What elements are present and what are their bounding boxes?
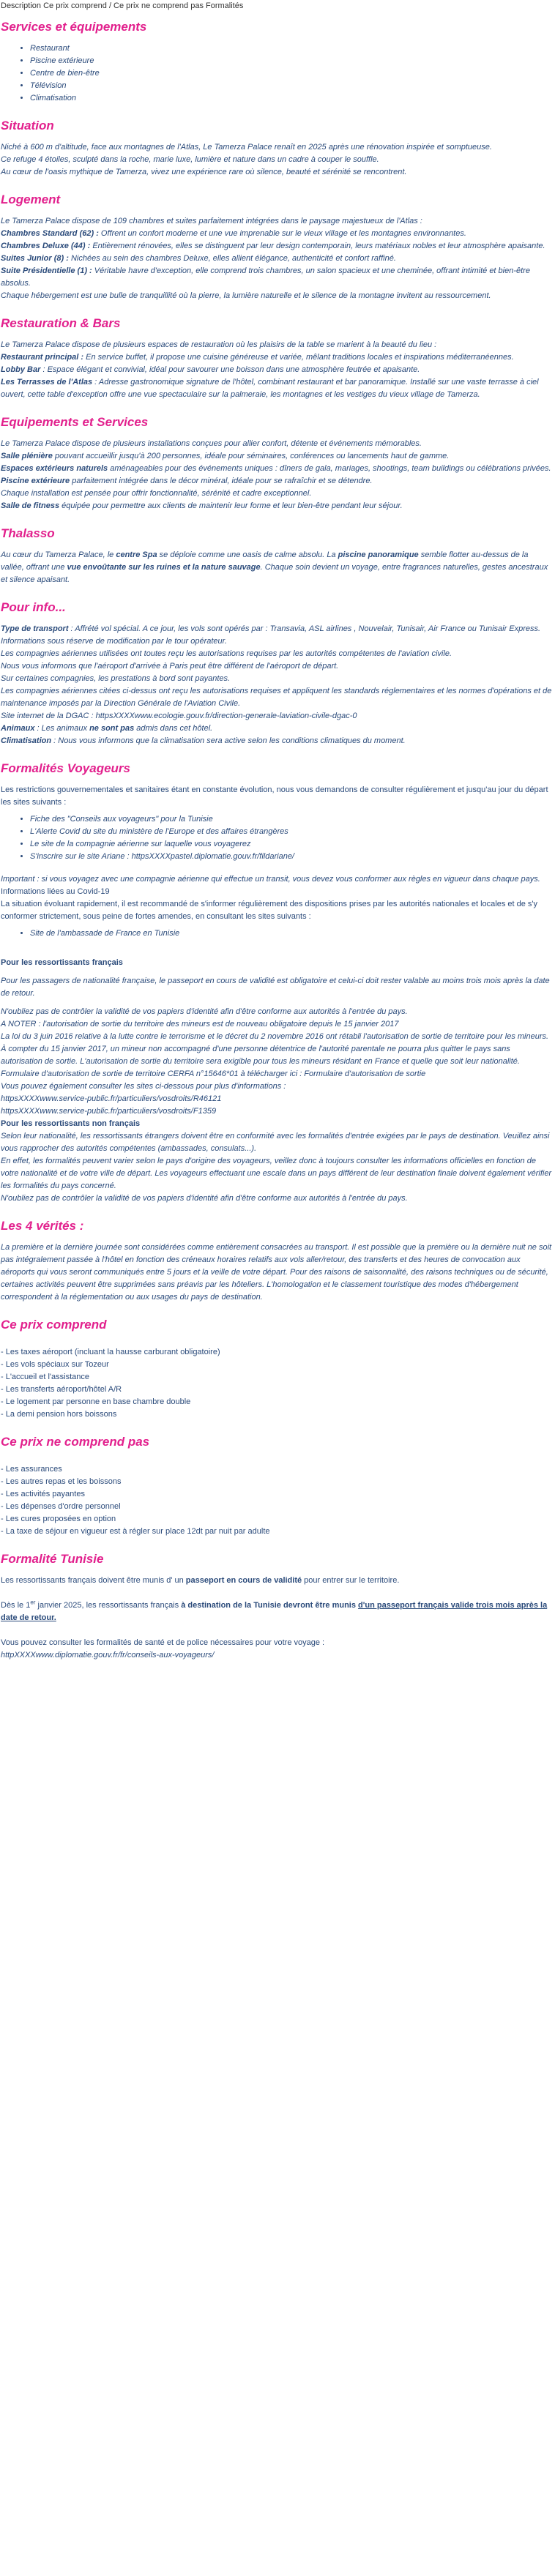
equipement-name: Piscine extérieure — [1, 477, 70, 485]
comprend-title: Ce prix comprend — [1, 1318, 107, 1332]
room-name: Chambres Deluxe (44) : — [1, 242, 91, 250]
equipement-desc: parfaitement intégrée dans le décor minéral, idéale pour se rafraîchir et se détendre. — [70, 477, 373, 485]
fr-title — [1, 957, 553, 969]
room-desc: Véritable havre d'exception, elle comprend trois chambres, un salon spacieux et une cheminée, offrant intimité et bien-être absolus. — [1, 266, 530, 288]
list-item: - Les transferts aéroport/hôtel A/R — [1, 1385, 122, 1394]
covid-info: Informations liées au Covid-19 — [1, 887, 110, 896]
animaux-text: admis dans cet hôtel. — [134, 724, 213, 733]
equipement-item — [1, 475, 553, 488]
equipement-name: Salle de fitness — [1, 501, 60, 510]
room-name: Suites Junior (8) : — [1, 254, 69, 263]
restaurant-item — [1, 376, 553, 401]
list-item: • Piscine extérieure — [30, 55, 553, 67]
info-line: Nous vous informons que l'aéroport d'arrivée à Paris peut être différent de l'aéroport de départ. — [1, 662, 339, 671]
situation-line: Au cœur de l'oasis mythique de Tamerza, vivez une expérience rare où silence, beauté et sérénité se rencontrent. — [1, 168, 407, 176]
services-title: Services et équipements — [1, 20, 147, 34]
services-list — [1, 42, 553, 105]
equipements-title: Equipements et Services — [1, 415, 149, 429]
transport-text: : Affrété vol spécial. A ce jour, les vols sont opérés par : Transavia, ASL airlines , Nouvelair, Tunisair, Air France ou Tunisair Express. — [68, 624, 541, 633]
situation-title: Situation — [1, 119, 54, 132]
room-item — [1, 253, 553, 265]
list-item: • Centre de bien-être — [30, 67, 553, 80]
room-item — [1, 265, 553, 290]
ne-comprend-title: Ce prix ne comprend pas — [1, 1435, 150, 1449]
animaux-info — [1, 723, 553, 735]
restaurant-name: Les Terrasses de l'Atlas — [1, 378, 93, 387]
info-line: Informations sous réserve de modification par le tour opérateur. — [1, 637, 227, 646]
fr-line: Vous pouvez également consulter les sites ci-dessous pour plus d'informations : — [1, 1082, 286, 1091]
fr-title-text: Pour les ressortissants français — [1, 958, 123, 967]
animaux-label: Animaux — [1, 724, 35, 733]
list-item: - Les autres repas et les boissons — [1, 1477, 122, 1486]
logement-intro: Le Tamerza Palace dispose de 109 chambres et suites parfaitement intégrées dans le paysage majestueux de l'Atlas : — [1, 217, 422, 225]
dgac-link[interactable]: Site internet de la DGAC : httpsXXXXwww.ecologie.gouv.fr/direction-generale-laviation-civile-dgac-0 — [1, 712, 357, 720]
clim-info — [1, 735, 553, 747]
thalasso-bold: vue envoûtante sur les ruines et la nature sauvage — [67, 563, 261, 572]
restauration-intro: Le Tamerza Palace dispose de plusieurs espaces de restauration où les plaisirs de la table se marient à la beauté du lieu : — [1, 340, 437, 349]
equipement-name: Espaces extérieurs naturels — [1, 464, 108, 473]
situation-line: Ce refuge 4 étoiles, sculpté dans la roche, marie luxe, lumière et nature dans un cadre à couper le souffle. — [1, 155, 379, 164]
list-item: - L'accueil et l'assistance — [1, 1373, 89, 1381]
thalasso-part: se déploie comme une oasis de calme absolu. La — [157, 550, 338, 559]
logement-title: Logement — [1, 193, 61, 206]
fr-line: La loi du 3 juin 2016 relative à la lutte contre le terrorisme et le décret du 2 novembre 2016 ont rétabli l'autorisation de sortie de territoire pour les mineurs. À compter du 15 janvier 2017, un mineur non accompagné d'une personne détentrice de l'autorité parentale ne pourra plus quitter le pays sans autorisation de sortie. L'autorisation de sortie du territoire sera exigible pour tous les mineurs résidant en France et quelle que soit leur nationalité. — [1, 1032, 549, 1066]
service-public-link[interactable]: httpsXXXXwww.service-public.fr/particuliers/vosdroits/R46121 — [1, 1094, 222, 1103]
formalites-sites — [1, 813, 553, 863]
list-item: - Les taxes aéroport (incluant la hausse carburant obligatoire) — [1, 1348, 220, 1356]
transport-label: Type de transport — [1, 624, 69, 633]
restauration-title: Restauration & Bars — [1, 316, 121, 330]
fr-line: N'oubliez pas de contrôler la validité de vos papiers d'identité afin d'être conforme aux autorités à l'entrée du pays. — [1, 1007, 408, 1016]
site-link[interactable]: • Fiche des "Conseils aux voyageurs" pour la Tunisie — [30, 813, 553, 826]
nonfr-line: N'oubliez pas de contrôler la validité de vos papiers d'identité afin d'être conforme aux autorités à l'entrée du pays. — [1, 1194, 408, 1203]
thalasso-part: semble flotter au-dessus de la vallée, offrant une — [1, 550, 529, 572]
fr-line: A NOTER : l'autorisation de sortie du territoire des mineurs est de nouveau obligatoire depuis le 15 janvier 2017 — [1, 1020, 399, 1028]
restaurant-item — [1, 364, 553, 376]
tunisie-bold: passeport en cours de validité — [185, 1576, 302, 1585]
fr-passport: Pour les passagers de nationalité française, le passeport en cours de validité est obligatoire et celui-ci doit rester valable au moins trois mois après la date de retour. — [1, 977, 550, 998]
tunisie-title: Formalité Tunisie — [1, 1552, 104, 1566]
thalasso-title: Thalasso — [1, 526, 55, 540]
nonfr-title-text: Pour les ressortissants non français — [1, 1119, 141, 1128]
ambassade-list — [1, 927, 553, 940]
restaurant-name: Lobby Bar — [1, 365, 41, 374]
restaurant-item — [1, 351, 553, 364]
tunisie-text: pour entrer sur le territoire. — [302, 1576, 400, 1585]
logement-outro: Chaque hébergement est une bulle de tranquillité où la pierre, la lumière naturelle et le silence de la montagne invitent au ressourcement. — [1, 291, 491, 300]
thalasso-part: Au cœur du Tamerza Palace, le — [1, 550, 116, 559]
verites-text: La première et la dernière journée sont considérées comme entièrement consacrées au transport. Il est possible que la première ou la dernière nuit ne soit pas intégralement passée à l'hôtel en fonction des créneaux horaires relatifs aux vols aller/retour, des transferts et des heures de convocation aux aéroports qui vous seront communiqués entre 5 jours et la veille de votre départ. Pour des raisons de saisonnalité, des raisons techniques ou de sécurité, certaines activités peuvent être supprimées sans préavis par les hôteliers. L'homologation et le classement touristique des modes d'hébergement correspondent à la réglementation ou aux usages du pays de destination. — [1, 1243, 552, 1302]
site-link[interactable]: • Le site de la compagnie aérienne sur laquelle vous voyagerez — [30, 838, 553, 851]
evolving-info: La situation évoluant rapidement, il est recommandé de s'informer régulièrement des dispositions prises par les autorités nationales et locales et de s'y conformer strictement, sous peine de fortes amendes, en consultant les sites suivants : — [1, 900, 538, 921]
list-item: - Les activités payantes — [1, 1490, 85, 1498]
room-desc: Nichées au sein des chambres Deluxe, elles allient élégance, authenticité et confort raffiné. — [68, 254, 396, 263]
equipement-desc: pouvant accueillir jusqu'à 200 personnes, idéale pour séminaires, conférences ou lancements haut de gamme. — [52, 452, 450, 460]
nonfr-line: Selon leur nationalité, les ressortissants étrangers doivent être en conformité avec les formalités d'entrée exigées par le pays de destination. Veuillez ainsi vous rapprocher des autorités compétentes (ambassades, consulats...). — [1, 1132, 550, 1153]
list-item: - La demi pension hors boissons — [1, 1410, 117, 1419]
site-link[interactable]: • S'inscrire sur le site Ariane : httpsXXXXpastel.diplomatie.gouv.fr/fildariane/ — [30, 851, 553, 863]
list-item: • Télévision — [30, 80, 553, 92]
infos-title: Pour info... — [1, 600, 66, 614]
equipement-name: Salle plénière — [1, 452, 53, 460]
room-name: Suite Présidentielle (1) : — [1, 266, 92, 275]
list-item: • Restaurant — [30, 42, 553, 55]
important-note: Important : si vous voyagez avec une compagnie aérienne qui effectue un transit, vous devez vous conformer aux règles en vigueur dans chaque pays. — [1, 875, 540, 884]
equipement-desc: aménageables pour des événements uniques : dîners de gala, mariages, shootings, team buildings ou célébrations privées. — [108, 464, 551, 473]
list-item: - Les vols spéciaux sur Tozeur — [1, 1360, 109, 1369]
diplomatie-link[interactable]: httpXXXXwww.diplomatie.gouv.fr/fr/conseils-aux-voyageurs/ — [1, 1651, 215, 1660]
tunisie-2025 — [1, 1599, 553, 1624]
info-line: Sur certaines compagnies, les prestations à bord sont payantes. — [1, 674, 231, 683]
equipement-item — [1, 463, 553, 475]
restaurant-desc: : Espace élégant et convivial, idéal pour savourer une boisson dans une atmosphère feutrée et apaisante. — [40, 365, 420, 374]
tunisie-text: janvier 2025, les ressortissants français — [35, 1601, 182, 1610]
info-line: Les compagnies aériennes citées ci-dessus ont reçu les autorisations requises et appliquent les standards réglementaires et les normes d'opérations et de maintenance imposés par la Direction Générale de l'Aviation Civile. — [1, 687, 552, 708]
room-name: Chambres Standard (62) : — [1, 229, 99, 238]
fr-line: Formulaire d'autorisation de sortie de territoire CERFA n°15646*01 à télécharger ici : Formulaire d'autorisation de sortie — [1, 1069, 426, 1078]
equipement-item — [1, 488, 553, 500]
list-item: • Climatisation — [30, 92, 553, 105]
room-item — [1, 240, 553, 253]
clim-text: : Nous vous informons que la climatisation sera active selon les conditions climatiques du moment. — [51, 736, 406, 745]
service-public-link[interactable]: httpsXXXXwww.service-public.fr/particuliers/vosdroits/F1359 — [1, 1107, 217, 1116]
thalasso-text — [1, 549, 553, 586]
nonfr-line: En effet, les formalités peuvent varier selon le pays d'origine des voyageurs, veillez donc à toujours consulter les informations officielles en fonction de votre nationalité et de votre ville de départ. Les voyageurs effectuant une escale dans un pays différent de leur destination finale doivent également vérifier les formalités du pays concerné. — [1, 1157, 552, 1190]
tunisie-bold: à destination de la Tunisie devront être munis — [181, 1601, 359, 1610]
list-item: - Le logement par personne en base chambre double — [1, 1397, 191, 1406]
situation-line: Niché à 600 m d'altitude, face aux montagnes de l'Atlas, Le Tamerza Palace renaît en 2025 après une rénovation inspirée et somptueuse. — [1, 143, 492, 152]
equipements-intro: Le Tamerza Palace dispose de plusieurs installations conçues pour allier confort, détente et événements mémorables. — [1, 439, 422, 448]
equipement-desc: Chaque installation est pensée pour offrir fonctionnalité, sérénité et cadre exceptionnel. — [1, 489, 312, 498]
formalites-intro: Les restrictions gouvernementales et sanitaires étant en constante évolution, nous vous demandons de consulter régulièrement et jusqu'au jour du départ les sites suivants : — [1, 785, 548, 807]
tunisie-passport — [1, 1575, 553, 1587]
info-line: Les compagnies aériennes utilisées ont toutes reçu les autorisations requises par les autorités compétentes de l'aviation civile. — [1, 649, 452, 658]
list-item: - Les assurances — [1, 1465, 62, 1474]
tunisie-text: Les ressortissants français doivent être munis d' un — [1, 1576, 186, 1585]
formalites-title: Formalités Voyageurs — [1, 761, 130, 775]
tunisie-consult: Vous pouvez consulter les formalités de santé et de police nécessaires pour votre voyage : — [1, 1638, 325, 1647]
room-desc: Offrent un confort moderne et une vue imprenable sur le vieux village et les montagnes environnantes. — [98, 229, 466, 238]
tunisie-sup: er — [30, 1599, 36, 1606]
animaux-bold: ne sont pas — [89, 724, 135, 733]
equipement-item — [1, 450, 553, 463]
restaurant-name: Restaurant principal : — [1, 353, 84, 362]
animaux-text: : Les animaux — [34, 724, 90, 733]
description-header: Description Ce prix comprend / Ce prix ne comprend pas Formalités — [1, 1, 244, 10]
restaurant-desc: En service buffet, il propose une cuisine généreuse et variée, mêlant traditions locales et inspirations méditerranéennes. — [83, 353, 514, 362]
tunisie-text: Dès le 1 — [1, 1601, 31, 1610]
list-item: - Les dépenses d'ordre personnel — [1, 1502, 121, 1511]
restaurant-desc: : Adresse gastronomique signature de l'hôtel, combinant restaurant et bar panoramique. Installé sur une vaste terrasse à ciel ouvert, cette table d'exception offre une vue spectaculaire sur la palmeraie, les montagnes et les vestiges du vieux village de Tamerza. — [1, 378, 539, 399]
equipement-desc: équipée pour permettre aux clients de maintenir leur forme et leur bien-être pendant leur séjour. — [59, 501, 403, 510]
room-desc: Entièrement rénovées, elles se distinguent par leur design contemporain, leurs matériaux nobles et leur atmosphère apaisante. — [90, 242, 545, 250]
transport-info — [1, 623, 553, 635]
verites-title: Les 4 vérités : — [1, 1219, 84, 1233]
clim-label: Climatisation — [1, 736, 52, 745]
thalasso-bold: piscine panoramique — [338, 550, 419, 559]
thalasso-part: . Chaque soin devient un voyage, entre fragrances naturelles, gestes ancestraux et silence apaisant. — [1, 563, 548, 584]
thalasso-bold: centre Spa — [116, 550, 157, 559]
tunisie-bold-underline: d'un passeport français valide trois mois après la date de retour. — [1, 1601, 548, 1622]
site-link[interactable]: • L'Alerte Covid du site du ministère de l'Europe et des affaires étrangères — [30, 826, 553, 838]
equipement-item — [1, 500, 553, 512]
ambassade-link[interactable]: • Site de l'ambassade de France en Tunisie — [30, 927, 553, 940]
room-item — [1, 228, 553, 240]
list-item: - La taxe de séjour en vigueur est à régler sur place 12dt par nuit par adulte — [1, 1527, 270, 1536]
list-item: - Les cures proposées en option — [1, 1515, 116, 1523]
nonfr-title — [1, 1118, 553, 1130]
